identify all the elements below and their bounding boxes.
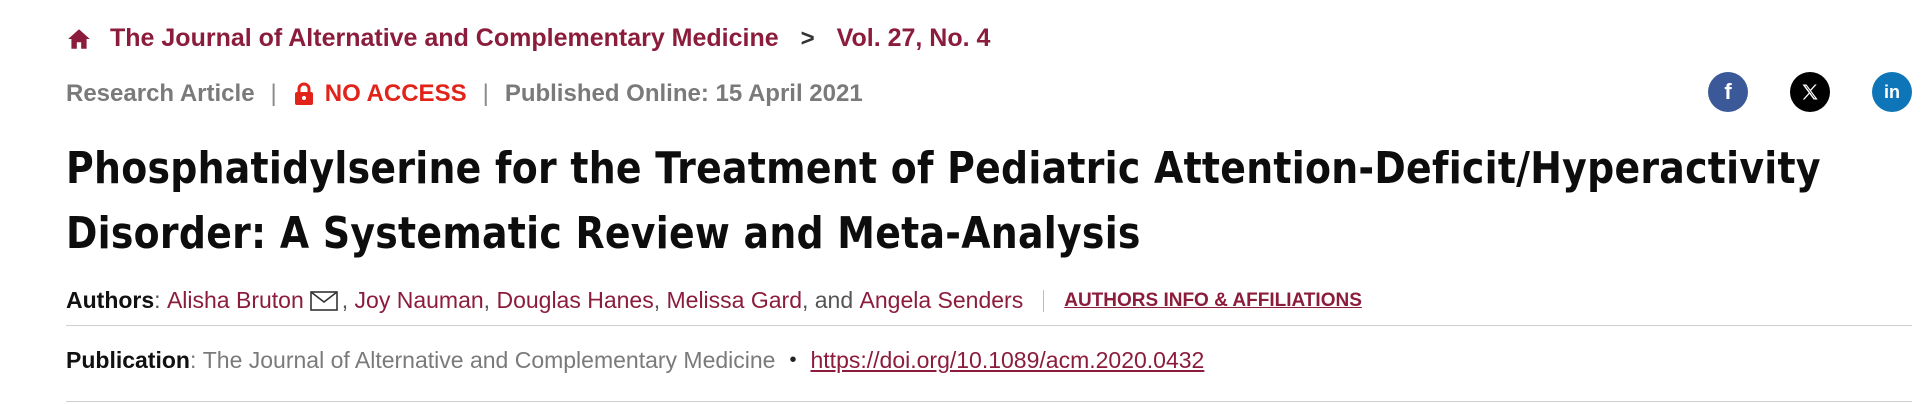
authors-row [66,287,1362,314]
article-title [66,136,1821,266]
article-title-line-2: Disorder: A Systematic Review and Meta-Analysis [66,208,1141,259]
author-link[interactable]: Melissa Gard [666,287,802,313]
publication-label: Publication [66,347,190,373]
breadcrumb-separator: > [800,24,815,52]
publication-colon: : [189,347,203,373]
x-share-button[interactable] [1790,72,1830,112]
authors-divider [1043,290,1044,312]
publication-row [66,347,1204,374]
meta-divider: | [482,80,489,107]
authors-label: Authors [66,287,155,313]
x-logo-icon [1800,82,1820,102]
published-date: Published Online: 15 April 2021 [504,80,863,107]
home-icon[interactable] [66,26,92,52]
divider-line [66,401,1912,402]
authors-comma: , [483,287,497,313]
author-link[interactable]: Angela Senders [859,287,1024,313]
meta-divider: | [270,80,277,107]
breadcrumb-issue-link[interactable]: Vol. 27, No. 4 [836,24,991,52]
access-status: NO ACCESS [324,80,467,107]
article-title-line-1: Phosphatidylserine for the Treatment of Pediatric Attention-Deficit/Hyperactivity [66,143,1821,194]
lock-icon [293,82,315,106]
authors-and: , and [801,287,860,313]
breadcrumb [66,24,990,53]
authors-affiliations-link[interactable]: AUTHORS INFO & AFFILIATIONS [1064,289,1362,311]
doi-link[interactable]: https://doi.org/10.1089/acm.2020.0432 [810,347,1205,373]
authors-colon: : [154,287,167,313]
author-link[interactable]: Joy Nauman [354,287,484,313]
linkedin-share-button[interactable]: in [1872,72,1912,112]
breadcrumb-journal-link[interactable]: The Journal of Alternative and Complementary Medicine [110,24,779,52]
authors-comma: , [653,287,667,313]
article-meta [66,80,863,108]
publication-bullet: • [789,349,797,371]
author-link[interactable]: Alisha Bruton [166,287,304,313]
share-buttons [1666,72,1912,112]
divider-line [66,325,1912,326]
facebook-share-button[interactable]: f [1708,72,1748,112]
authors-comma: , [341,287,355,313]
mail-icon[interactable] [310,291,340,311]
publication-journal: The Journal of Alternative and Complementary Medicine [202,347,776,373]
author-link[interactable]: Douglas Hanes [496,287,654,313]
article-type: Research Article [66,80,255,107]
